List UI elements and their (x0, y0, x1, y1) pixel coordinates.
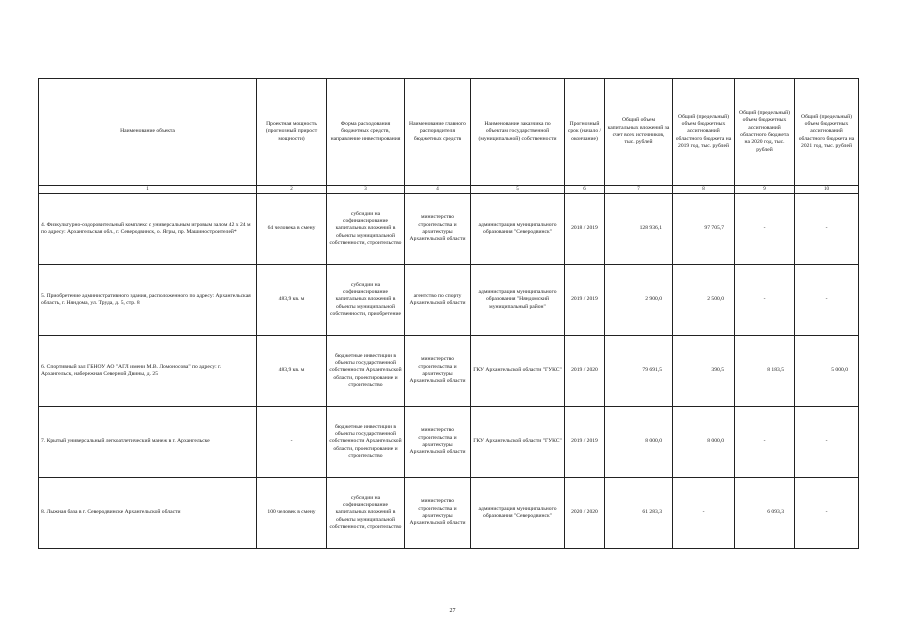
table-row (39, 265, 859, 336)
budget-manager: министерство строительства и архитектуры Архангельской области (405, 407, 471, 478)
total-investment: 8 000,0 (605, 407, 673, 478)
budget-2021: - (795, 407, 859, 478)
budget-2019: 390,5 (673, 336, 735, 407)
budget-2020: - (735, 265, 795, 336)
header-budget-manager: Наименование главного распорядителя бюджетных средств (405, 79, 471, 186)
term: 2019 / 2019 (565, 265, 605, 336)
header-customer: Наименование заказчика по объектам государственной (муниципальной) собственности (471, 79, 565, 186)
budget-2021: 5 000,0 (795, 336, 859, 407)
budget-2019: - (673, 478, 735, 549)
header-object-name: Наименование объекта (39, 79, 257, 186)
spending-form: субсидии на софинансирование капитальных вложений в объекты муниципальной собственности, приобретение (327, 265, 405, 336)
object-name: 4. Физкультурно-оздоровительный комплекс с универсальным игровым залом 42 x 24 м по адресу: Архангельская обл., г. Северодвинск, о. Ягры, пр. Машиностроителей* (39, 194, 257, 265)
header-term: Прогнозный срок (начало / окончание) (565, 79, 605, 186)
header-spending-form: Форма расходования бюджетных средств, направление инвестирования (327, 79, 405, 186)
header-total-investment: Общий объем капитальных вложений за счет всех источников, тыс. рублей (605, 79, 673, 186)
term: 2018 / 2019 (565, 194, 605, 265)
budget-2020: 6 093,3 (735, 478, 795, 549)
term: 2019 / 2020 (565, 336, 605, 407)
capacity: - (257, 407, 327, 478)
capacity: 483,9 кв. м (257, 336, 327, 407)
budget-manager: министерство строительства и архитектуры Архангельской области (405, 194, 471, 265)
spending-form: субсидии на софинансирование капитальных вложений в объекты муниципальной собственности, строительство (327, 194, 405, 265)
object-name: 7. Крытый универсальный легкоатлетический манеж в г. Архангельске (39, 407, 257, 478)
column-number-row (39, 186, 859, 194)
column-number: 8 (673, 186, 735, 194)
spending-form: субсидии на софинансирование капитальных вложений в объекты муниципальной собственности, строительство (327, 478, 405, 549)
spending-form: бюджетные инвестиции в объекты государственной собственности Архангельской области, проектирование и строительство (327, 336, 405, 407)
header-budget-2020: Общий (предельный) объем бюджетных ассигнований областного бюджета на 2020 год, тыс. рублей (735, 79, 795, 186)
total-investment: 61 283,3 (605, 478, 673, 549)
term: 2020 / 2020 (565, 478, 605, 549)
table-row (39, 194, 859, 265)
budget-manager: агентство по спорту Архангельской области (405, 265, 471, 336)
budget-2021: - (795, 478, 859, 549)
customer: администрация муниципального образования "Няндомский муниципальный район" (471, 265, 565, 336)
budget-2021: - (795, 265, 859, 336)
spending-form: бюджетные инвестиции в объекты государственной собственности Архангельской области, проектирование и строительство (327, 407, 405, 478)
budget-2019: 2 500,0 (673, 265, 735, 336)
column-number: 6 (565, 186, 605, 194)
column-number: 7 (605, 186, 673, 194)
budget-2020: - (735, 407, 795, 478)
table-row (39, 336, 859, 407)
header-budget-2021: Общий (предельный) объем бюджетных ассигнований областного бюджета на 2021 год, тыс. рублей (795, 79, 859, 186)
customer: ГКУ Архангельской области "ГУКС" (471, 336, 565, 407)
budget-2020: - (735, 194, 795, 265)
total-investment: 2 900,0 (605, 265, 673, 336)
object-name: 6. Спортивный зал ГБНОУ АО "АГЛ имени М.В. Ломоносова" по адресу: г. Архангельск, набережная Северной Двины, д. 25 (39, 336, 257, 407)
page-number: 27 (449, 608, 456, 614)
total-investment: 79 691,5 (605, 336, 673, 407)
total-investment: 128 936,1 (605, 194, 673, 265)
column-number: 4 (405, 186, 471, 194)
budget-manager: министерство строительства и архитектуры Архангельской области (405, 478, 471, 549)
budget-2020: 8 183,5 (735, 336, 795, 407)
column-number: 3 (327, 186, 405, 194)
capacity: 483,9 кв. м (257, 265, 327, 336)
header-row (39, 79, 859, 186)
budget-2021: - (795, 194, 859, 265)
table-row (39, 478, 859, 549)
object-name: 5. Приобретение административного здания, расположенного по адресу: Архангельская область, г. Няндома, ул. Труда, д. 5, стр. 8 (39, 265, 257, 336)
column-number: 5 (471, 186, 565, 194)
budget-2019: 97 705,7 (673, 194, 735, 265)
object-name: 8. Лыжная база в г. Северодвинске Архангельской области (39, 478, 257, 549)
header-capacity: Проектная мощность (прогнозный прирост мощности) (257, 79, 327, 186)
capacity: 64 человека в смену (257, 194, 327, 265)
column-number: 2 (257, 186, 327, 194)
column-number: 9 (735, 186, 795, 194)
term: 2019 / 2019 (565, 407, 605, 478)
header-budget-2019: Общий (предельный) объем бюджетных ассигнований областного бюджета на 2019 год, тыс. рублей (673, 79, 735, 186)
budget-manager: министерство строительства и архитектуры Архангельской области (405, 336, 471, 407)
customer: администрация муниципального образования "Северодвинск" (471, 478, 565, 549)
budget-2019: 8 000,0 (673, 407, 735, 478)
table-row (39, 407, 859, 478)
customer: ГКУ Архангельской области "ГУКС" (471, 407, 565, 478)
investment-table (38, 78, 859, 549)
column-number: 1 (39, 186, 257, 194)
capacity: 100 человек в смену (257, 478, 327, 549)
customer: администрация муниципального образования "Северодвинск" (471, 194, 565, 265)
column-number: 10 (795, 186, 859, 194)
